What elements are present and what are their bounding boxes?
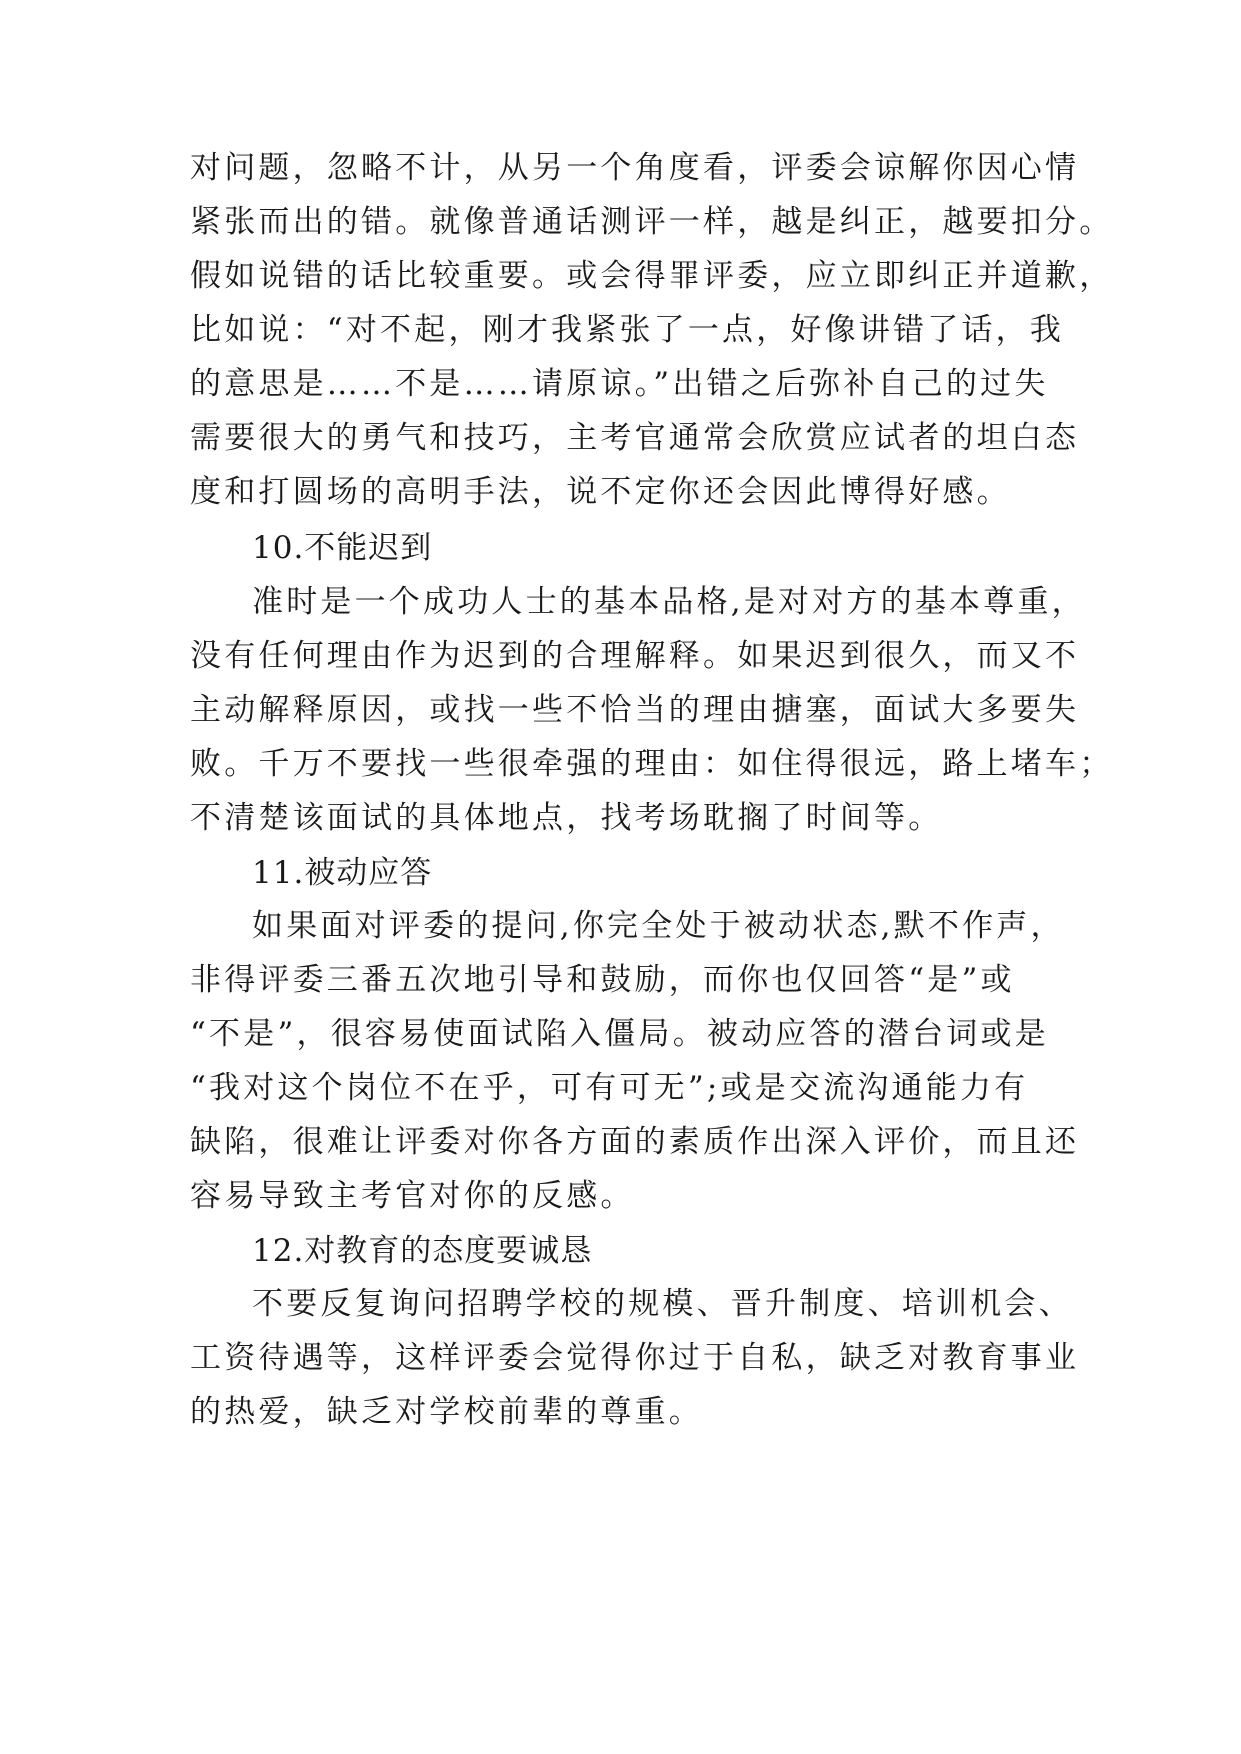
text-line: “不是”，很容易使面试陷入僵局。被动应答的潜台词或是: [190, 1016, 1049, 1052]
section-heading-12: 12.对教育的态度要诚恳: [252, 1233, 593, 1269]
text-line: 不清楚该面试的具体地点，找考场耽搁了时间等。: [190, 800, 943, 836]
text-line: 没有任何理由作为迟到的合理解释。如果迟到很久，而又不: [190, 638, 1080, 674]
text-line: 败。千万不要找一些很牵强的理由：如住得很远，路上堵车；: [190, 746, 1114, 782]
text-line: 容易导致主考官对你的反感。: [190, 1178, 635, 1214]
text-line: 准时是一个成功人士的基本品格,是对对方的基本尊重，: [252, 584, 1086, 620]
text-line: “我对这个岗位不在乎，可有可无”;或是交流沟通能力有: [190, 1070, 1029, 1106]
text-line: 非得评委三番五次地引导和鼓励，而你也仅回答“是”或: [190, 962, 1015, 998]
text-line: 缺陷，很难让评委对你各方面的素质作出深入评价，而且还: [190, 1124, 1080, 1160]
text-line: 对问题，忽略不计，从另一个角度看，评委会谅解你因心情: [190, 150, 1080, 186]
text-line: 假如说错的话比较重要。或会得罪评委，应立即纠正并道歉，: [190, 258, 1114, 294]
text-line: 比如说：“对不起，刚才我紧张了一点，好像讲错了话，我: [190, 312, 1065, 348]
text-line: 需要很大的勇气和技巧，主考官通常会欣赏应试者的坦白态: [190, 420, 1080, 456]
text-line: 的热爱，缺乏对学校前辈的尊重。: [190, 1394, 703, 1430]
text-line: 不要反复询问招聘学校的规模、晋升制度、培训机会、: [252, 1286, 1073, 1322]
text-line: 主动解释原因，或找一些不恰当的理由搪塞，面试大多要失: [190, 692, 1080, 728]
text-line: 紧张而出的错。就像普通话测评一样，越是纠正，越要扣分。: [190, 204, 1114, 240]
text-line: 工资待遇等，这样评委会觉得你过于自私，缺乏对教育事业: [190, 1340, 1080, 1376]
text-line: 如果面对评委的提问,你完全处于被动状态,默不作声，: [252, 908, 1065, 944]
text-line: 的意思是……不是……请原谅。”出错之后弥补自己的过失: [190, 366, 1049, 402]
text-line: 度和打圆场的高明手法，说不定你还会因此博得好感。: [190, 474, 1011, 510]
section-heading-11: 11.被动应答: [252, 855, 433, 891]
section-heading-10: 10.不能迟到: [252, 530, 433, 566]
